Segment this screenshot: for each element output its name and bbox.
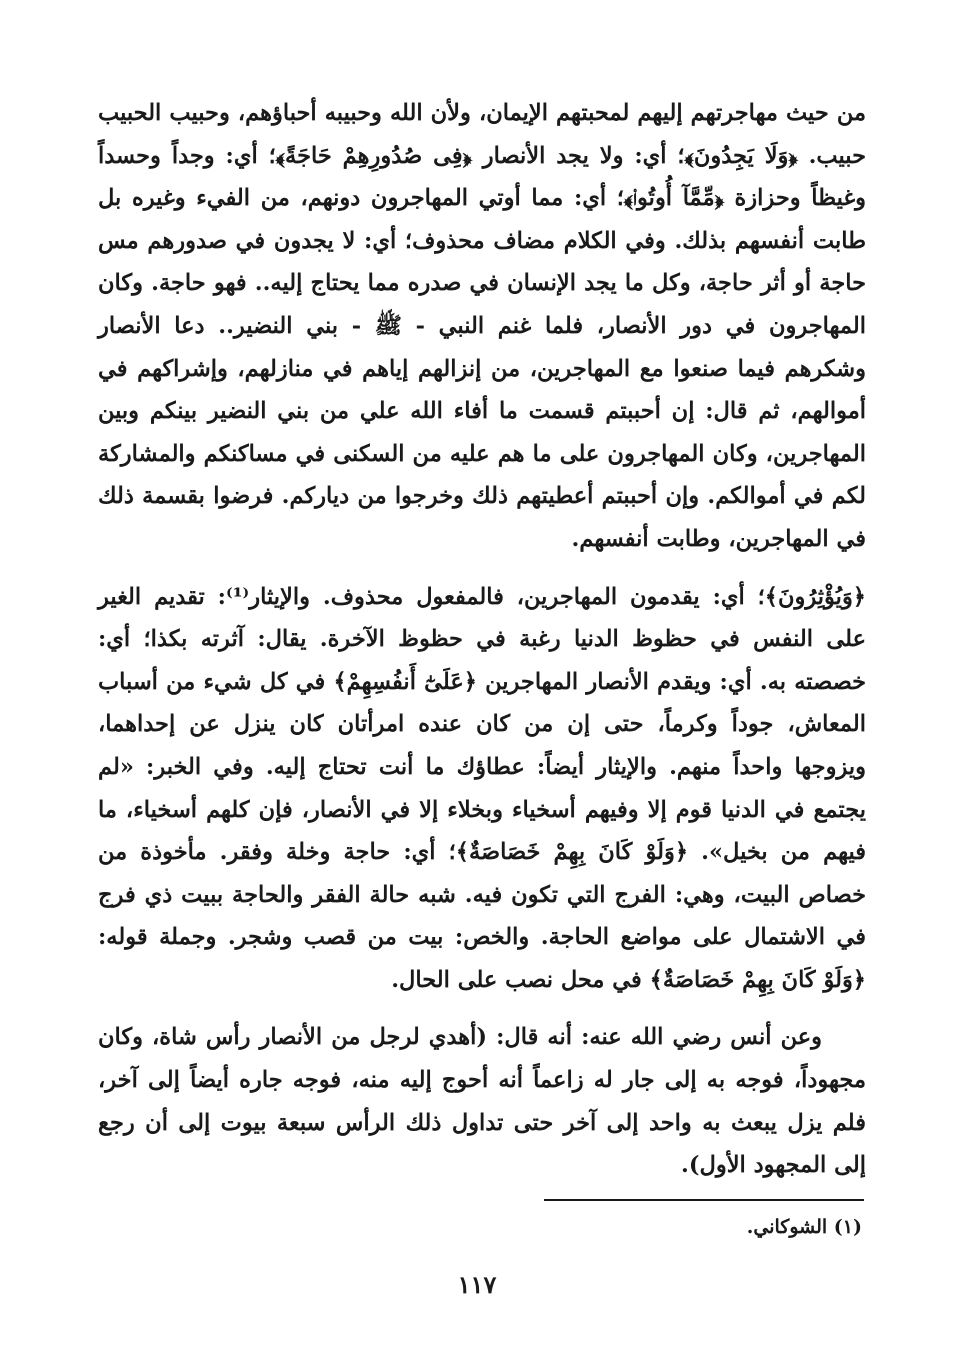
page-number: ١١٧	[457, 1270, 497, 1299]
page-body	[98, 92, 866, 1187]
footnote-divider	[544, 1199, 864, 1201]
paragraph-1: من حيث مهاجرتهم إليهم لمحبتهم الإيمان، ولأن الله وحبيبه أحباؤهم، وحبيب الحبيب حبيب. ﴿وَلَا يَجِدُونَ﴾؛ أي: ولا يجد الأنصار ﴿فِى صُدُورِهِمْ حَاجَةً﴾؛ أي: وجداً وحسداً وغيظاً وحزازة ﴿مِّمَّآ أُوتُوا۟﴾؛ أي: مما أوتي المهاجرون دونهم، من الفيء وغيره بل طابت أنفسهم بذلك. وفي الكلام مضاف محذوف؛ أي: لا يجدون في صدورهم مس حاجة أو أثر حاجة، وكل ما يجد الإنسان في صدره مما يحتاج إليه.. فهو حاجة. وكان المهاجرون في دور الأنصار، فلما غنم النبي - ﷺ - بني النضير.. دعا الأنصار وشكرهم فيما صنعوا مع المهاجرين، من إنزالهم إياهم في منازلهم، وإشراكهم في أموالهم، ثم قال: إن أحببتم قسمت ما أفاء الله علي من بني النضير بينكم وبين المهاجرين، وكان المهاجرون على ما هم عليه من السكنى في مساكنكم والمشاركة لكم في أموالكم. وإن أحببتم أعطيتهم ذلك وخرجوا من دياركم. فرضوا بقسمة ذلك في المهاجرين، وطابت أنفسهم.	[98, 100, 866, 552]
footnote: (١) الشوكاني.	[746, 1216, 862, 1238]
paragraph-3: وعن أنس رضي الله عنه: أنه قال: (أهدي لرجل من الأنصار رأس شاة، وكان مجهوداً، فوجه به إلى جار له زاعماً أنه أحوج إليه منه، فوجه جاره أيضاً إلى آخر، فلم يزل يبعث به واحد إلى آخر حتى تداول ذلك الرأس سبعة بيوت إلى أن رجع إلى المجهود الأول).	[98, 1024, 866, 1179]
paragraph-2: ﴿وَيُؤْثِرُونَ﴾؛ أي: يقدمون المهاجرين، فالمفعول محذوف. والإيثار⁽¹⁾: تقديم الغير على النفس في حظوظ الدنيا رغبة في حظوظ الآخرة. يقال: آثرته بكذا؛ أي: خصصته به. أي: ويقدم الأنصار المهاجرين ﴿عَلَىٰٓ أَنفُسِهِمْ﴾ في كل شيء من أسباب المعاش، جوداً وكرماً، حتى إن من كان عنده امرأتان كان ينزل عن إحداهما، ويزوجها واحداً منهم. والإيثار أيضاً: عطاؤك ما أنت تحتاج إليه. وفي الخبر: «لم يجتمع في الدنيا قوم إلا وفيهم أسخياء وبخلاء إلا في الأنصار، فإن كلهم أسخياء، ما فيهم من بخيل». ﴿وَلَوْ كَانَ بِهِمْ خَصَاصَةٌ﴾؛ أي: حاجة وخلة وفقر. مأخوذة من خصاص البيت، وهي: الفرج التي تكون فيه. شبه حالة الفقر والحاجة ببيت ذي فرج في الاشتمال على مواضع الحاجة. والخص: بيت من قصب وشجر. وجملة قوله: ﴿وَلَوْ كَانَ بِهِمْ خَصَاصَةٌ﴾ في محل نصب على الحال.	[98, 583, 866, 993]
